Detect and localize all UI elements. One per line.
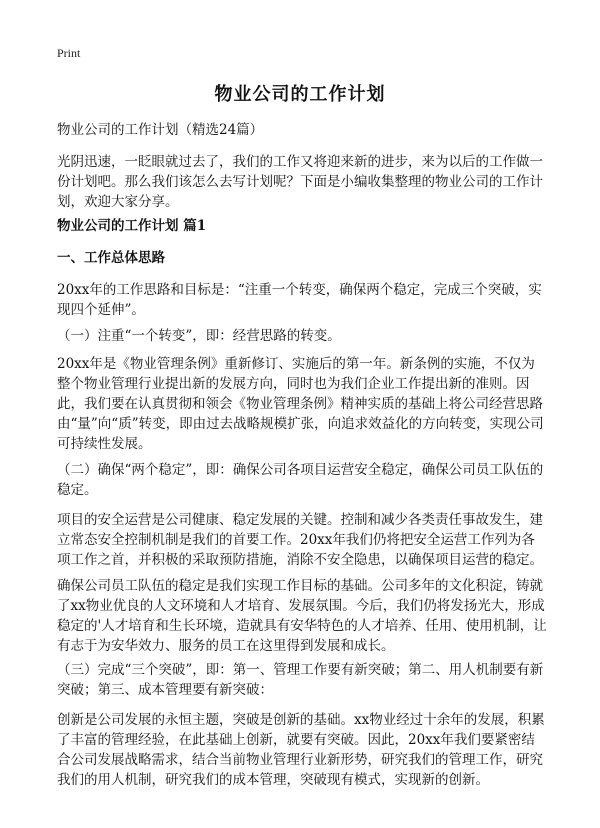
heading-work-approach: 一、工作总体思路 xyxy=(57,250,165,266)
paragraph-safety: 项目的安全运营是公司健康、稳定发展的关键。控制和减少各类责任事故发生，建立常态安全控制机制是我们的首要工作。20xx年我们仍将把安全运营工作列为各项工作之首，并积极的采取预防措施，消除不安全隐患，以确保项目运营的稳定。 xyxy=(57,512,543,568)
paragraph-staff: 确保公司员工队伍的稳定是我们实现工作目标的基础。公司多年的文化积淀，铸就了xx物业优良的人文环境和人才培育、发展氛围。今后，我们仍将发扬光大，形成稳定的'人才培育和生长环境，造就具有安华特色的人才培养、任用、使用机制，让有志于为安华效力、服务的员工在这里得到发展和成长。 xyxy=(57,578,547,654)
document-title: 物业公司的工作计划 xyxy=(214,84,386,105)
print-link[interactable]: Print xyxy=(57,46,81,60)
subheading-two-stable: （二）确保“两个稳定”，即：确保公司各项目运营安全稳定，确保公司员工队伍的稳定。 xyxy=(57,462,544,498)
intro-paragraph: 光阴迅速，一眨眼就过去了，我们的工作又将迎来新的进步，来为以后的工作做一份计划吧。那么我们该怎么去写计划呢？下面是小编收集整理的物业公司的工作计划，欢迎大家分享。 xyxy=(57,154,543,210)
document-subtitle: 物业公司的工作计划（精选24篇） xyxy=(57,122,264,138)
subheading-one-shift: （一）注重“一个转变”，即：经营思路的转变。 xyxy=(57,328,341,344)
paragraph-regulation: 20xx年是《物业管理条例》重新修订、实施后的第一年。新条例的实施，不仅为整个物业管理行业提出新的发展方向，同时也为我们企业工作提出新的准则。因此，我们要在认真贯彻和领会《物业管理条例》精神实质的基础上将公司经营思路由“量”向“质”转变，即由过去战略规模扩张，向追求效益化的方向转变，实现公司可持续性发展。 xyxy=(57,356,544,452)
paragraph-innovation: 创新是公司发展的永恒主题，突破是创新的基础。xx物业经过十余年的发展，积累了丰富的管理经验，在此基础上创新，就要有突破。因此，20xx年我们要紧密结合公司发展战略需求，结合当前物业管理行业新形势，研究我们的管理工作，研究我们的用人机制，研究我们的成本管理，突破现有模式，实现新的创新。 xyxy=(57,712,545,788)
subheading-three-breakthroughs: （三）完成“三个突破”，即：第一、管理工作要有新突破；第二、用人机制要有新突破；第三、成本管理要有新突破： xyxy=(57,662,544,698)
paragraph-goals: 20xx年的工作思路和目标是：“注重一个转变，确保两个稳定，完成三个突破，实现四个延伸”。 xyxy=(57,282,542,318)
section-title: 物业公司的工作计划 篇1 xyxy=(57,218,207,234)
